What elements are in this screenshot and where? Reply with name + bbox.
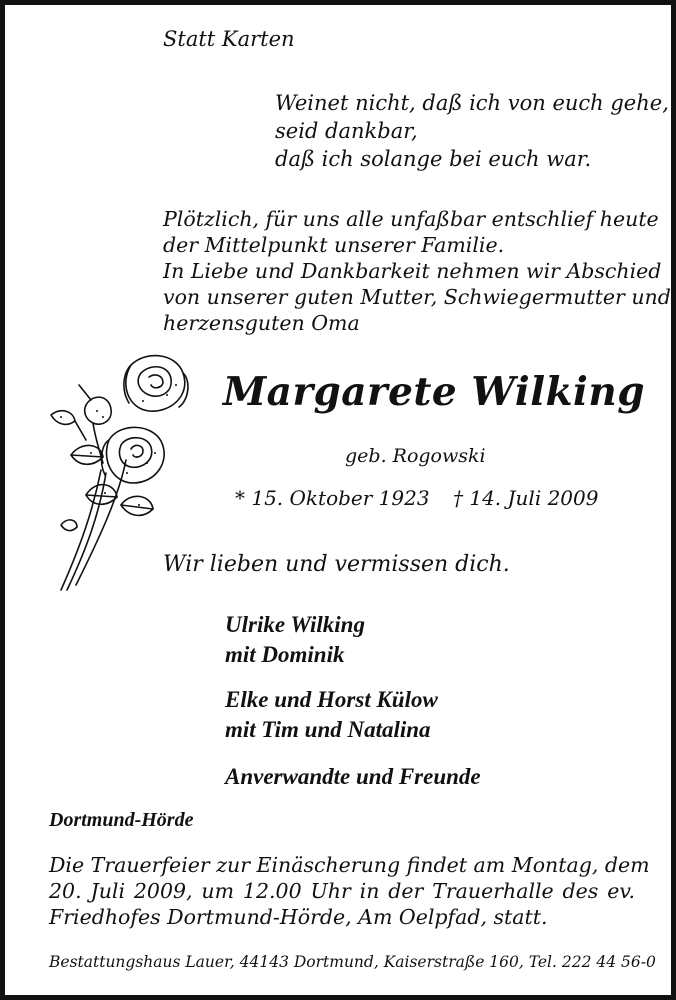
maiden-name: geb. Rogowski bbox=[345, 445, 486, 467]
family-line: Anverwandte und Freunde bbox=[225, 764, 481, 789]
notice-heading: Statt Karten bbox=[163, 27, 295, 51]
intro-text bbox=[163, 206, 671, 336]
funeral-home-footer: Bestattungshaus Lauer, 44143 Dortmund, Kaiserstraße 160, Tel. 222 44 56-0 bbox=[49, 953, 656, 971]
poem bbox=[275, 89, 669, 173]
tagline: Wir lieben und vermissen dich. bbox=[163, 552, 510, 577]
intro-line: In Liebe und Dankbarkeit nehmen wir Abschied bbox=[163, 259, 662, 283]
funeral-line: 20. Juli 2009, um 12.00 Uhr in der Trauerhalle des ev. bbox=[49, 879, 635, 903]
poem-line: daß ich solange bei euch war. bbox=[275, 147, 592, 171]
funeral-details bbox=[49, 852, 650, 930]
funeral-line: Die Trauerfeier zur Einäscherung findet am Montag, dem bbox=[49, 853, 650, 877]
intro-line: herzensguten Oma bbox=[163, 311, 360, 335]
family-group bbox=[225, 685, 438, 745]
family-group bbox=[225, 762, 481, 792]
deceased-name: Margarete Wilking bbox=[223, 369, 645, 415]
family-line: Elke und Horst Külow bbox=[225, 687, 438, 712]
birth-date: * 15. Oktober 1923 bbox=[235, 486, 430, 510]
intro-line: der Mittelpunkt unserer Familie. bbox=[163, 233, 505, 257]
intro-line: von unserer guten Mutter, Schwiegermutter und bbox=[163, 285, 671, 309]
death-date: † 14. Juli 2009 bbox=[453, 486, 599, 510]
funeral-line: Friedhofes Dortmund-Hörde, Am Oelpfad, statt. bbox=[49, 905, 548, 929]
family-line: mit Dominik bbox=[225, 642, 345, 667]
family-line: mit Tim und Natalina bbox=[225, 717, 431, 742]
poem-line: seid dankbar, bbox=[275, 119, 418, 143]
family-line: Ulrike Wilking bbox=[225, 612, 365, 637]
family-group bbox=[225, 610, 365, 670]
place-name: Dortmund-Hörde bbox=[49, 809, 194, 831]
poem-line: Weinet nicht, daß ich von euch gehe, bbox=[275, 91, 669, 115]
intro-line: Plötzlich, für uns alle unfaßbar entschlief heute bbox=[163, 207, 659, 231]
